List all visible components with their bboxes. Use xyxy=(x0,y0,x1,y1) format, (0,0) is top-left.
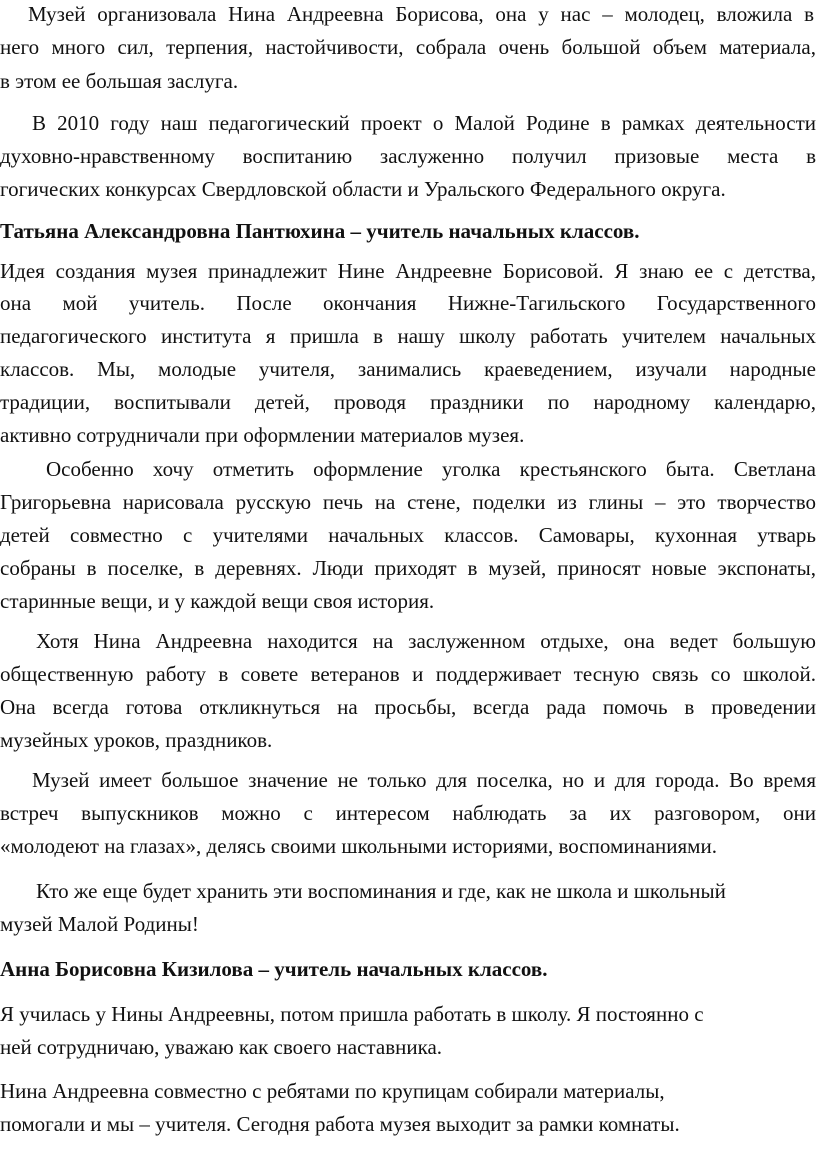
text-line: традиции, воспитывали детей, проводя праздники по народному календарю, xyxy=(0,390,816,414)
text-line: Музей имеет большое значение не только для поселка, но и для города. Во время xyxy=(32,768,816,792)
text-line: собраны в поселке, в деревнях. Люди приходят в музей, приносят новые экспонаты, xyxy=(0,556,816,580)
text-line: детей совместно с учителями начальных классов. Самовары, кухонная утварь xyxy=(0,523,816,547)
text-line: гогических конкурсах Свердловской области и Уральского Федерального округа. xyxy=(0,177,726,201)
text-line: Я училась у Нины Андреевны, потом пришла работать в школу. Я постоянно с xyxy=(0,1002,704,1026)
text-line: в этом ее большая заслуга. xyxy=(0,69,239,93)
text-line: Особенно хочу отметить оформление уголка крестьянского быта. Светлана xyxy=(46,457,816,481)
text-line: активно сотрудничали при оформлении материалов музея. xyxy=(0,423,525,447)
section-heading-pantyukhina: Татьяна Александровна Пантюхина – учитель начальных классов. xyxy=(0,219,640,243)
text-line: Она всегда готова откликнуться на просьбы, всегда рада помочь в проведении xyxy=(0,695,816,719)
text-line: ней сотрудничаю, уважаю как своего наставника. xyxy=(0,1035,443,1059)
text-line: Идея создания музея принадлежит Нине Андреевне Борисовой. Я знаю ее с детства, xyxy=(0,259,816,283)
text-line: она мой учитель. После окончания Нижне-Тагильского Государственного xyxy=(0,291,816,315)
text-line: педагогического института я пришла в нашу школу работать учителем начальных xyxy=(0,324,816,348)
text-line: Хотя Нина Андреевна находится на заслуженном отдыхе, она ведет большую xyxy=(36,629,816,653)
text-line: музейных уроков, праздников. xyxy=(0,728,273,752)
text-line: старинные вещи, и у каждой вещи своя история. xyxy=(0,589,435,613)
text-line: общественную работу в совете ветеранов и поддерживает тесную связь со школой. xyxy=(0,662,816,686)
text-line: него много сил, терпения, настойчивости, собрала очень большой объем материала, xyxy=(0,35,816,59)
text-line: Музей организовала Нина Андреевна Борисова, она у нас – молодец, вложила в xyxy=(28,2,814,26)
text-line: помогали и мы – учителя. Сегодня работа музея выходит за рамки комнаты. xyxy=(0,1112,680,1136)
text-line: музей Малой Родины! xyxy=(0,912,199,936)
section-heading-kizilova: Анна Борисовна Кизилова – учитель начальных классов. xyxy=(0,957,548,981)
text-line: Кто же еще будет хранить эти воспоминания и где, как не школа и школьный xyxy=(36,879,726,903)
text-line: классов. Мы, молодые учителя, занимались краеведением, изучали народные xyxy=(0,357,816,381)
text-line: «молодеют на глазах», делясь своими школьными историями, воспоминаниями. xyxy=(0,834,717,858)
text-line: В 2010 году наш педагогический проект о Малой Родине в рамках деятельности xyxy=(32,111,816,135)
text-line: духовно-нравственному воспитанию заслуженно получил призовые места в xyxy=(0,144,816,168)
text-line: Нина Андреевна совместно с ребятами по крупицам собирали материалы, xyxy=(0,1079,665,1103)
text-line: Григорьевна нарисовала русскую печь на стене, поделки из глины – это творчество xyxy=(0,490,816,514)
text-line: встреч выпускников можно с интересом наблюдать за их разговором, они xyxy=(0,801,816,825)
